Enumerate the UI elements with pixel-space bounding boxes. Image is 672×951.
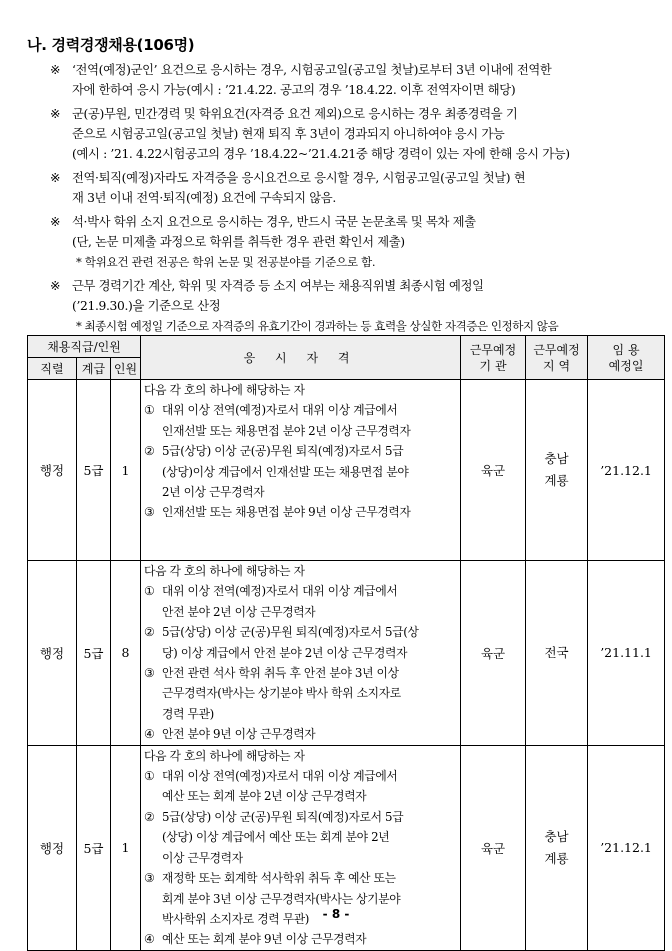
header-qualification: 응 시 자 격 xyxy=(141,336,461,380)
qualification-item-line: 이상 근무경력자 xyxy=(162,850,243,865)
note-line: ※ ‘전역(예정)군인’ 요건으로 응시하는 경우, 시험공고일(공고일 첫날)로부터 3년 이내에 전역한 xyxy=(50,60,665,80)
cell-org: 육군 xyxy=(461,380,526,561)
qualification-item-line: ③ 안전 관련 석사 학위 취득 후 안전 분야 3년 이상 xyxy=(144,663,458,683)
qualification-item-line: 경력 무관) xyxy=(162,706,214,721)
table-row xyxy=(28,561,665,746)
qualification-item-line: 근무경력자(박사는 상기분야 박사 학위 소지자로 xyxy=(162,686,401,701)
qualification-item-line: 안전 분야 2년 이상 근무경력자 xyxy=(162,604,316,619)
table-row xyxy=(28,380,665,561)
qualification-item-line: ② 5급(상당) 이상 군(공)무원 퇴직(예정)자로서 5급(상 xyxy=(144,622,458,642)
cell-org: 육군 xyxy=(461,561,526,746)
header-count: 인원 xyxy=(111,358,141,380)
cell-region xyxy=(526,380,588,561)
qualification-item-line: 당) 이상 계급에서 안전 분야 2년 이상 근무경력자 xyxy=(162,645,408,660)
qualification-item-line: 예산 또는 회계 분야 2년 이상 근무경력자 xyxy=(162,789,367,804)
note-line: ※ 근무 경력기간 계산, 학위 및 자격증 등 소지 여부는 채용직위별 최종시험 예정일 xyxy=(50,276,665,296)
header-series: 직렬 xyxy=(28,358,77,380)
cell-count: 1 xyxy=(111,745,141,950)
note-line: * 최종시험 예정일 기준으로 자격증의 유효기간이 경과하는 등 효력을 상실한 자격증은 인정하지 않음 xyxy=(76,319,559,333)
cell-count: 8 xyxy=(111,561,141,746)
cell-date: ’21.12.1 xyxy=(588,380,665,561)
item-number: ① xyxy=(144,769,155,784)
note-line: 자에 한하여 응시 가능(예시 : ’21.4.22. 공고의 경우 ’18.4.22. 이후 전역자이면 해당) xyxy=(72,83,516,97)
note-item xyxy=(50,276,665,336)
cell-region xyxy=(526,561,588,746)
region-line: 충남 xyxy=(544,451,569,466)
item-number: ① xyxy=(144,403,155,418)
reference-mark-icon: ※ xyxy=(50,171,60,185)
qualification-intro: 다음 각 호의 하나에 해당하는 자 xyxy=(144,748,305,763)
qualification-item-line: ① 대위 이상 전역(예정)자로서 대위 이상 계급에서 xyxy=(144,766,458,786)
note-line: ※ 석·박사 학위 소지 요건으로 응시하는 경우, 반드시 국문 논문초록 및 목차 제출 xyxy=(50,212,665,232)
reference-mark-icon: ※ xyxy=(50,63,60,77)
note-item xyxy=(50,212,665,272)
qualification-item-line: ④ 안전 분야 9년 이상 근무경력자 xyxy=(144,724,458,744)
item-number: ④ xyxy=(144,727,155,742)
header-date: 임 용 예정일 xyxy=(588,336,665,380)
item-number: ④ xyxy=(144,932,155,947)
cell-date: ’21.11.1 xyxy=(588,561,665,746)
recruitment-table xyxy=(27,335,665,951)
cell-series: 행정 xyxy=(28,745,77,950)
cell-series: 행정 xyxy=(28,561,77,746)
note-line: (단, 논문 미제출 과정으로 학위를 취득한 경우 관련 확인서 제출) xyxy=(72,235,405,249)
cell-count: 1 xyxy=(111,380,141,561)
cell-qualification xyxy=(141,561,461,746)
item-number: ③ xyxy=(144,505,155,520)
item-number: ② xyxy=(144,809,155,824)
header-position-group: 채용직급/인원 xyxy=(28,336,141,358)
note-line: (예시 : ’21. 4.22시험공고의 경우 ’18.4.22~’21.4.21중 해당 경력이 있는 자에 한해 응시 가능) xyxy=(72,147,570,161)
qualification-item-line: 박사학위 소지자로 경력 무관) xyxy=(162,911,310,926)
cell-grade: 5급 xyxy=(77,380,111,561)
note-line: * 학위요건 관련 전공은 학위 논문 및 전공분야를 기준으로 함. xyxy=(76,255,376,269)
section-title: 나. 경력경쟁채용(106명) xyxy=(27,36,195,54)
header-grade: 계급 xyxy=(77,358,111,380)
item-number: ② xyxy=(144,625,155,640)
qualification-intro: 다음 각 호의 하나에 해당하는 자 xyxy=(144,383,305,397)
note-item xyxy=(50,168,665,208)
note-item xyxy=(50,104,665,164)
reference-mark-icon: ※ xyxy=(50,215,60,229)
cell-org: 육군 xyxy=(461,745,526,950)
qualification-item-line: ② 5급(상당) 이상 군(공)무원 퇴직(예정)자로서 5급 xyxy=(144,807,458,827)
note-item xyxy=(50,60,665,100)
qualification-intro: 다음 각 호의 하나에 해당하는 자 xyxy=(144,564,305,578)
header-region: 근무예정 지 역 xyxy=(526,336,588,380)
qualification-item-line: 인재선발 또는 채용면접 분야 2년 이상 근무경력자 xyxy=(162,423,411,438)
note-line: 재 3년 이내 전역·퇴직(예정) 요건에 구속되지 않음. xyxy=(72,191,336,205)
qualification-item-line: 2년 이상 근무경력자 xyxy=(162,485,265,500)
region-line: 계룡 xyxy=(544,473,569,488)
notes-list xyxy=(50,60,665,340)
qualification-item-line: ④ 예산 또는 회계 분야 9년 이상 근무경력자 xyxy=(144,929,458,949)
header-org: 근무예정 기 관 xyxy=(461,336,526,380)
qualification-item-line: ③ 재정학 또는 회계학 석사학위 취득 후 예산 또는 xyxy=(144,868,458,888)
qualification-item-line: (상당)이상 계급에서 인재선발 또는 채용면접 분야 xyxy=(162,464,409,479)
note-line: (’21.9.30.)을 기준으로 산정 xyxy=(72,299,221,313)
region-line: 충남 xyxy=(544,828,569,844)
cell-grade: 5급 xyxy=(77,745,111,950)
cell-qualification xyxy=(141,380,461,561)
reference-mark-icon: ※ xyxy=(50,107,60,121)
qualification-item-line: ① 대위 이상 전역(예정)자로서 대위 이상 계급에서 xyxy=(144,581,458,601)
note-line: ※ 군(공)무원, 민간경력 및 학위요건(자격증 요건 제외)으로 응시하는 경우 최종경력을 기 xyxy=(50,104,665,124)
region-line: 계룡 xyxy=(544,850,569,866)
page-number: - 8 - xyxy=(322,907,350,921)
note-line: ※ 전역·퇴직(예정)자라도 자격증을 응시요건으로 응시할 경우, 시험공고일(공고일 첫날) 현 xyxy=(50,168,665,188)
qualification-item-line: ③ 인재선발 또는 채용면접 분야 9년 이상 근무경력자 xyxy=(144,502,458,522)
item-number: ② xyxy=(144,444,155,459)
qualification-item-line: ② 5급(상당) 이상 군(공)무원 퇴직(예정)자로서 5급 xyxy=(144,441,458,461)
reference-mark-icon: ※ xyxy=(50,279,60,293)
cell-date: ’21.12.1 xyxy=(588,745,665,950)
item-number: ③ xyxy=(144,666,155,681)
qualification-item-line: (상당) 이상 계급에서 예산 또는 회계 분야 2년 xyxy=(162,830,390,845)
qualification-item-line: 회계 분야 3년 이상 근무경력자(박사는 상기분야 xyxy=(162,891,401,906)
qualification-item-line: ① 대위 이상 전역(예정)자로서 대위 이상 계급에서 xyxy=(144,400,458,420)
item-number: ③ xyxy=(144,871,155,886)
cell-grade: 5급 xyxy=(77,561,111,746)
region-line: 전국 xyxy=(544,644,569,660)
cell-series: 행정 xyxy=(28,380,77,561)
item-number: ① xyxy=(144,584,155,599)
note-line: 준으로 시험공고일(공고일 첫날) 현재 퇴직 후 3년이 경과되지 아니하여야 응시 가능 xyxy=(72,127,505,141)
